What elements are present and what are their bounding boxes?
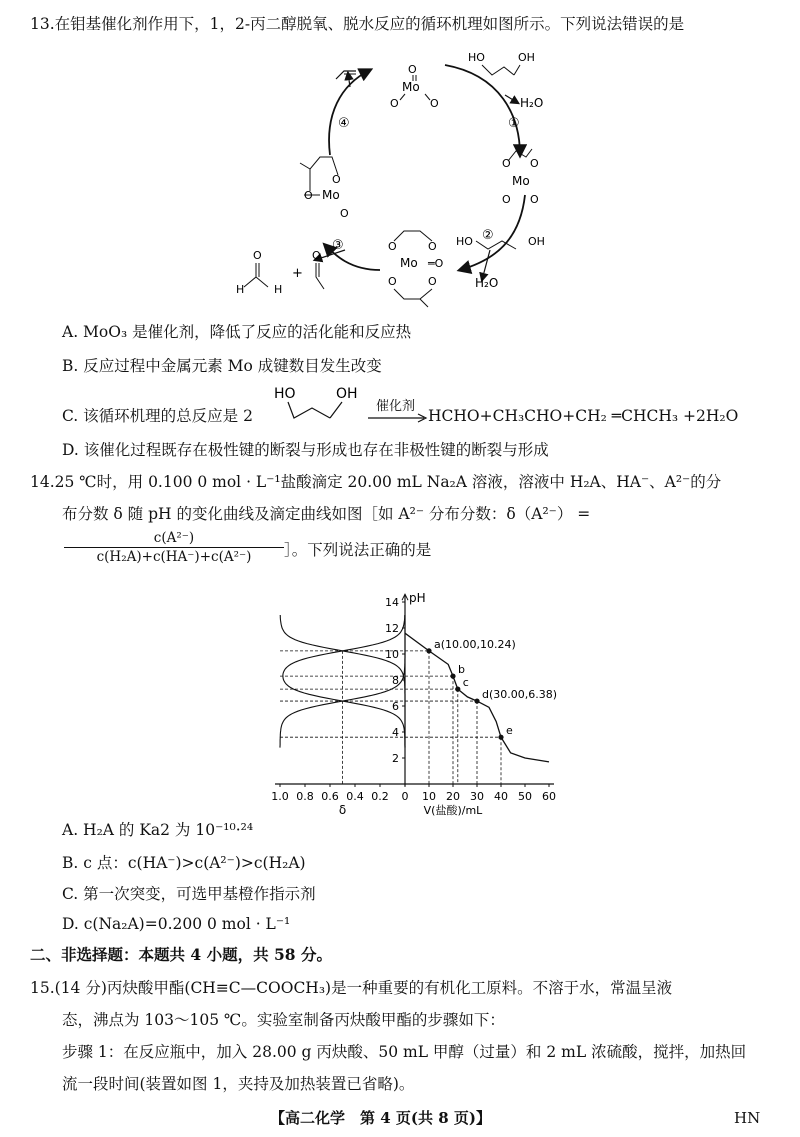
diol2-ho: HO — [456, 235, 473, 248]
q14-option-c: C. 第一次突变，可选甲基橙作指示剂 — [62, 885, 316, 903]
y-tick-label-14: 14 — [385, 596, 399, 609]
x-tick-label-40: 40 — [494, 790, 508, 803]
step-3-label: ③ — [332, 238, 344, 253]
y-tick-label-10: 10 — [385, 648, 399, 661]
q14-option-b: B. c 点：c(HA⁻)>c(A²⁻)>c(H₂A) — [62, 854, 306, 872]
q13-option-c-diol — [270, 384, 390, 434]
delta-axis-label: δ — [338, 803, 347, 817]
delta-tick-label-0: 0 — [401, 790, 409, 803]
y-tick-label-2: 2 — [392, 752, 399, 765]
point-e — [498, 735, 503, 740]
point-b — [450, 674, 455, 679]
q14-option-a: A. H₂A 的 Ka2 为 10⁻¹⁰·²⁴ — [62, 821, 254, 839]
q13-option-c-arrow — [368, 413, 428, 423]
svg-text:O: O — [388, 240, 397, 253]
svg-text:O: O — [253, 249, 262, 262]
mo-bottom: Mo — [400, 256, 418, 270]
mo-top-o1: O — [408, 63, 417, 76]
q15-line4: 流一段时间(装置如图 1，夹持及加热装置已省略)。 — [62, 1075, 415, 1093]
y-tick-label-12: 12 — [385, 622, 399, 635]
diol-oh: OH — [518, 51, 535, 64]
delta-tick-label-0.2: 0.2 — [371, 790, 389, 803]
q14-fraction-num: c(A²⁻) — [153, 530, 195, 546]
water-1: H₂O — [520, 96, 544, 110]
q15-line3: 步骤 1：在反应瓶中，加入 28.00 g 丙炔酸、50 mL 甲醇（过量）和 2 mL 浓硫酸，搅拌，加热回 — [62, 1043, 747, 1061]
point-label-b: b — [458, 663, 465, 677]
svg-text:O: O — [502, 157, 511, 170]
q13-option-c-products: HCHO+CH₃CHO+CH₂ ═CHCH₃ +2H₂O — [428, 407, 739, 425]
water-arrow-1 — [505, 95, 518, 103]
q14-line1: 14.25 ℃时，用 0.100 0 mol · L⁻¹盐酸滴定 20.00 mL Na₂A 溶液，溶液中 H₂A、HA⁻、A²⁻的分 — [30, 473, 722, 491]
q14-fraction-after: ］。下列说法正确的是 — [284, 541, 432, 559]
q15-line2: 态，沸点为 103～105 ℃。实验室制备丙炔酸甲酯的步骤如下： — [62, 1011, 505, 1029]
x-tick-label-10: 10 — [422, 790, 436, 803]
mo-top-o2: O — [390, 97, 399, 110]
svg-text:O: O — [428, 240, 437, 253]
q14-line2: 布分数 δ 随 pH 的变化曲线及滴定曲线如图［如 A²⁻ 分布分数：δ（A²⁻） = — [62, 505, 591, 523]
q13-stem: 13.在钼基催化剂作用下，1，2-丙二醇脱氧、脱水反应的循环机理如图所示。下列说法错误的是 — [30, 15, 685, 33]
svg-text:O: O — [312, 249, 321, 262]
step-4-label: ④ — [338, 116, 350, 131]
point-label-e: e — [506, 724, 513, 738]
svg-text:O: O — [530, 193, 539, 206]
y-tick-label-6: 6 — [392, 700, 399, 713]
svg-text:O: O — [428, 275, 437, 288]
footer-region: HN — [734, 1109, 761, 1127]
svg-text:O: O — [304, 189, 313, 202]
point-label-c: c — [462, 676, 469, 690]
svg-text:HO: HO — [274, 386, 296, 402]
point-d — [474, 698, 479, 703]
mo-right: Mo — [512, 174, 530, 188]
y-axis-label: pH — [409, 591, 426, 606]
q13-option-a: A. MoO₃ 是催化剂，降低了反应的活化能和反应热 — [62, 323, 412, 341]
point-label-d: d(30.00,6.38) — [482, 688, 558, 702]
products-plus: + — [292, 266, 303, 281]
x-tick-label-30: 30 — [470, 790, 484, 803]
diol-ho: HO — [468, 51, 485, 64]
q13-option-c-prefix: C. 该循环机理的总反应是 2 — [62, 407, 253, 425]
point-label-a: a(10.00,10.24) — [434, 637, 516, 651]
mo-top-o3: O — [430, 97, 439, 110]
point-c — [455, 687, 460, 692]
delta-tick-label-0.8: 0.8 — [296, 790, 314, 803]
svg-text:O: O — [502, 193, 511, 206]
svg-text:═O: ═O — [428, 257, 444, 270]
q14-fraction-den: c(H₂A)+c(HA⁻)+c(A²⁻) — [96, 549, 252, 565]
q13-option-d: D. 该催化过程既存在极性键的断裂与形成也存在非极性键的断裂与形成 — [62, 441, 549, 459]
q13-option-c-catalyst: 催化剂 — [376, 399, 416, 414]
section-2-heading: 二、非选择题：本题共 4 小题，共 58 分。 — [30, 945, 332, 964]
cycle-arrow-1 — [445, 65, 520, 155]
q14-option-d: D. c(Na₂A)=0.200 0 mol · L⁻¹ — [62, 915, 291, 933]
titration-chart — [265, 584, 565, 820]
y-tick-label-8: 8 — [392, 674, 399, 687]
hcho-h1: H — [236, 283, 245, 296]
catalytic-cycle-diagram — [220, 45, 620, 310]
diol2-oh: OH — [528, 235, 545, 248]
x-tick-label-20: 20 — [446, 790, 460, 803]
delta-tick-label-1.0: 1.0 — [271, 790, 289, 803]
delta-tick-label-0.6: 0.6 — [321, 790, 339, 803]
svg-text:OH: OH — [336, 386, 358, 402]
hcho-h2: H — [274, 283, 283, 296]
step-2-label: ② — [482, 228, 494, 243]
point-a — [426, 648, 431, 653]
q15-line1: 15.(14 分)丙炔酸甲酯(CH≡C—COOCH₃)是一种重要的有机化工原料。不溶于水，常温呈液 — [30, 979, 673, 997]
x-tick-label-50: 50 — [518, 790, 532, 803]
q13-option-b: B. 反应过程中金属元素 Mo 成键数目发生改变 — [62, 357, 382, 375]
svg-text:O: O — [388, 275, 397, 288]
q14-fraction — [64, 530, 284, 565]
water-2: H₂O — [475, 276, 499, 290]
delta-tick-label-0.4: 0.4 — [346, 790, 364, 803]
svg-text:O: O — [340, 207, 349, 220]
step-1-label: ① — [508, 116, 520, 131]
y-tick-label-4: 4 — [392, 726, 399, 739]
footer-page-info: 【高二化学 第 4 页(共 8 页)】 — [270, 1109, 491, 1127]
x-tick-label-60: 60 — [542, 790, 556, 803]
mo-top: Mo — [402, 80, 420, 94]
mo-left: Mo — [322, 188, 340, 202]
svg-text:O: O — [530, 157, 539, 170]
x-axis-label: V(盐酸)/mL — [423, 804, 483, 817]
svg-text:O: O — [332, 173, 341, 186]
